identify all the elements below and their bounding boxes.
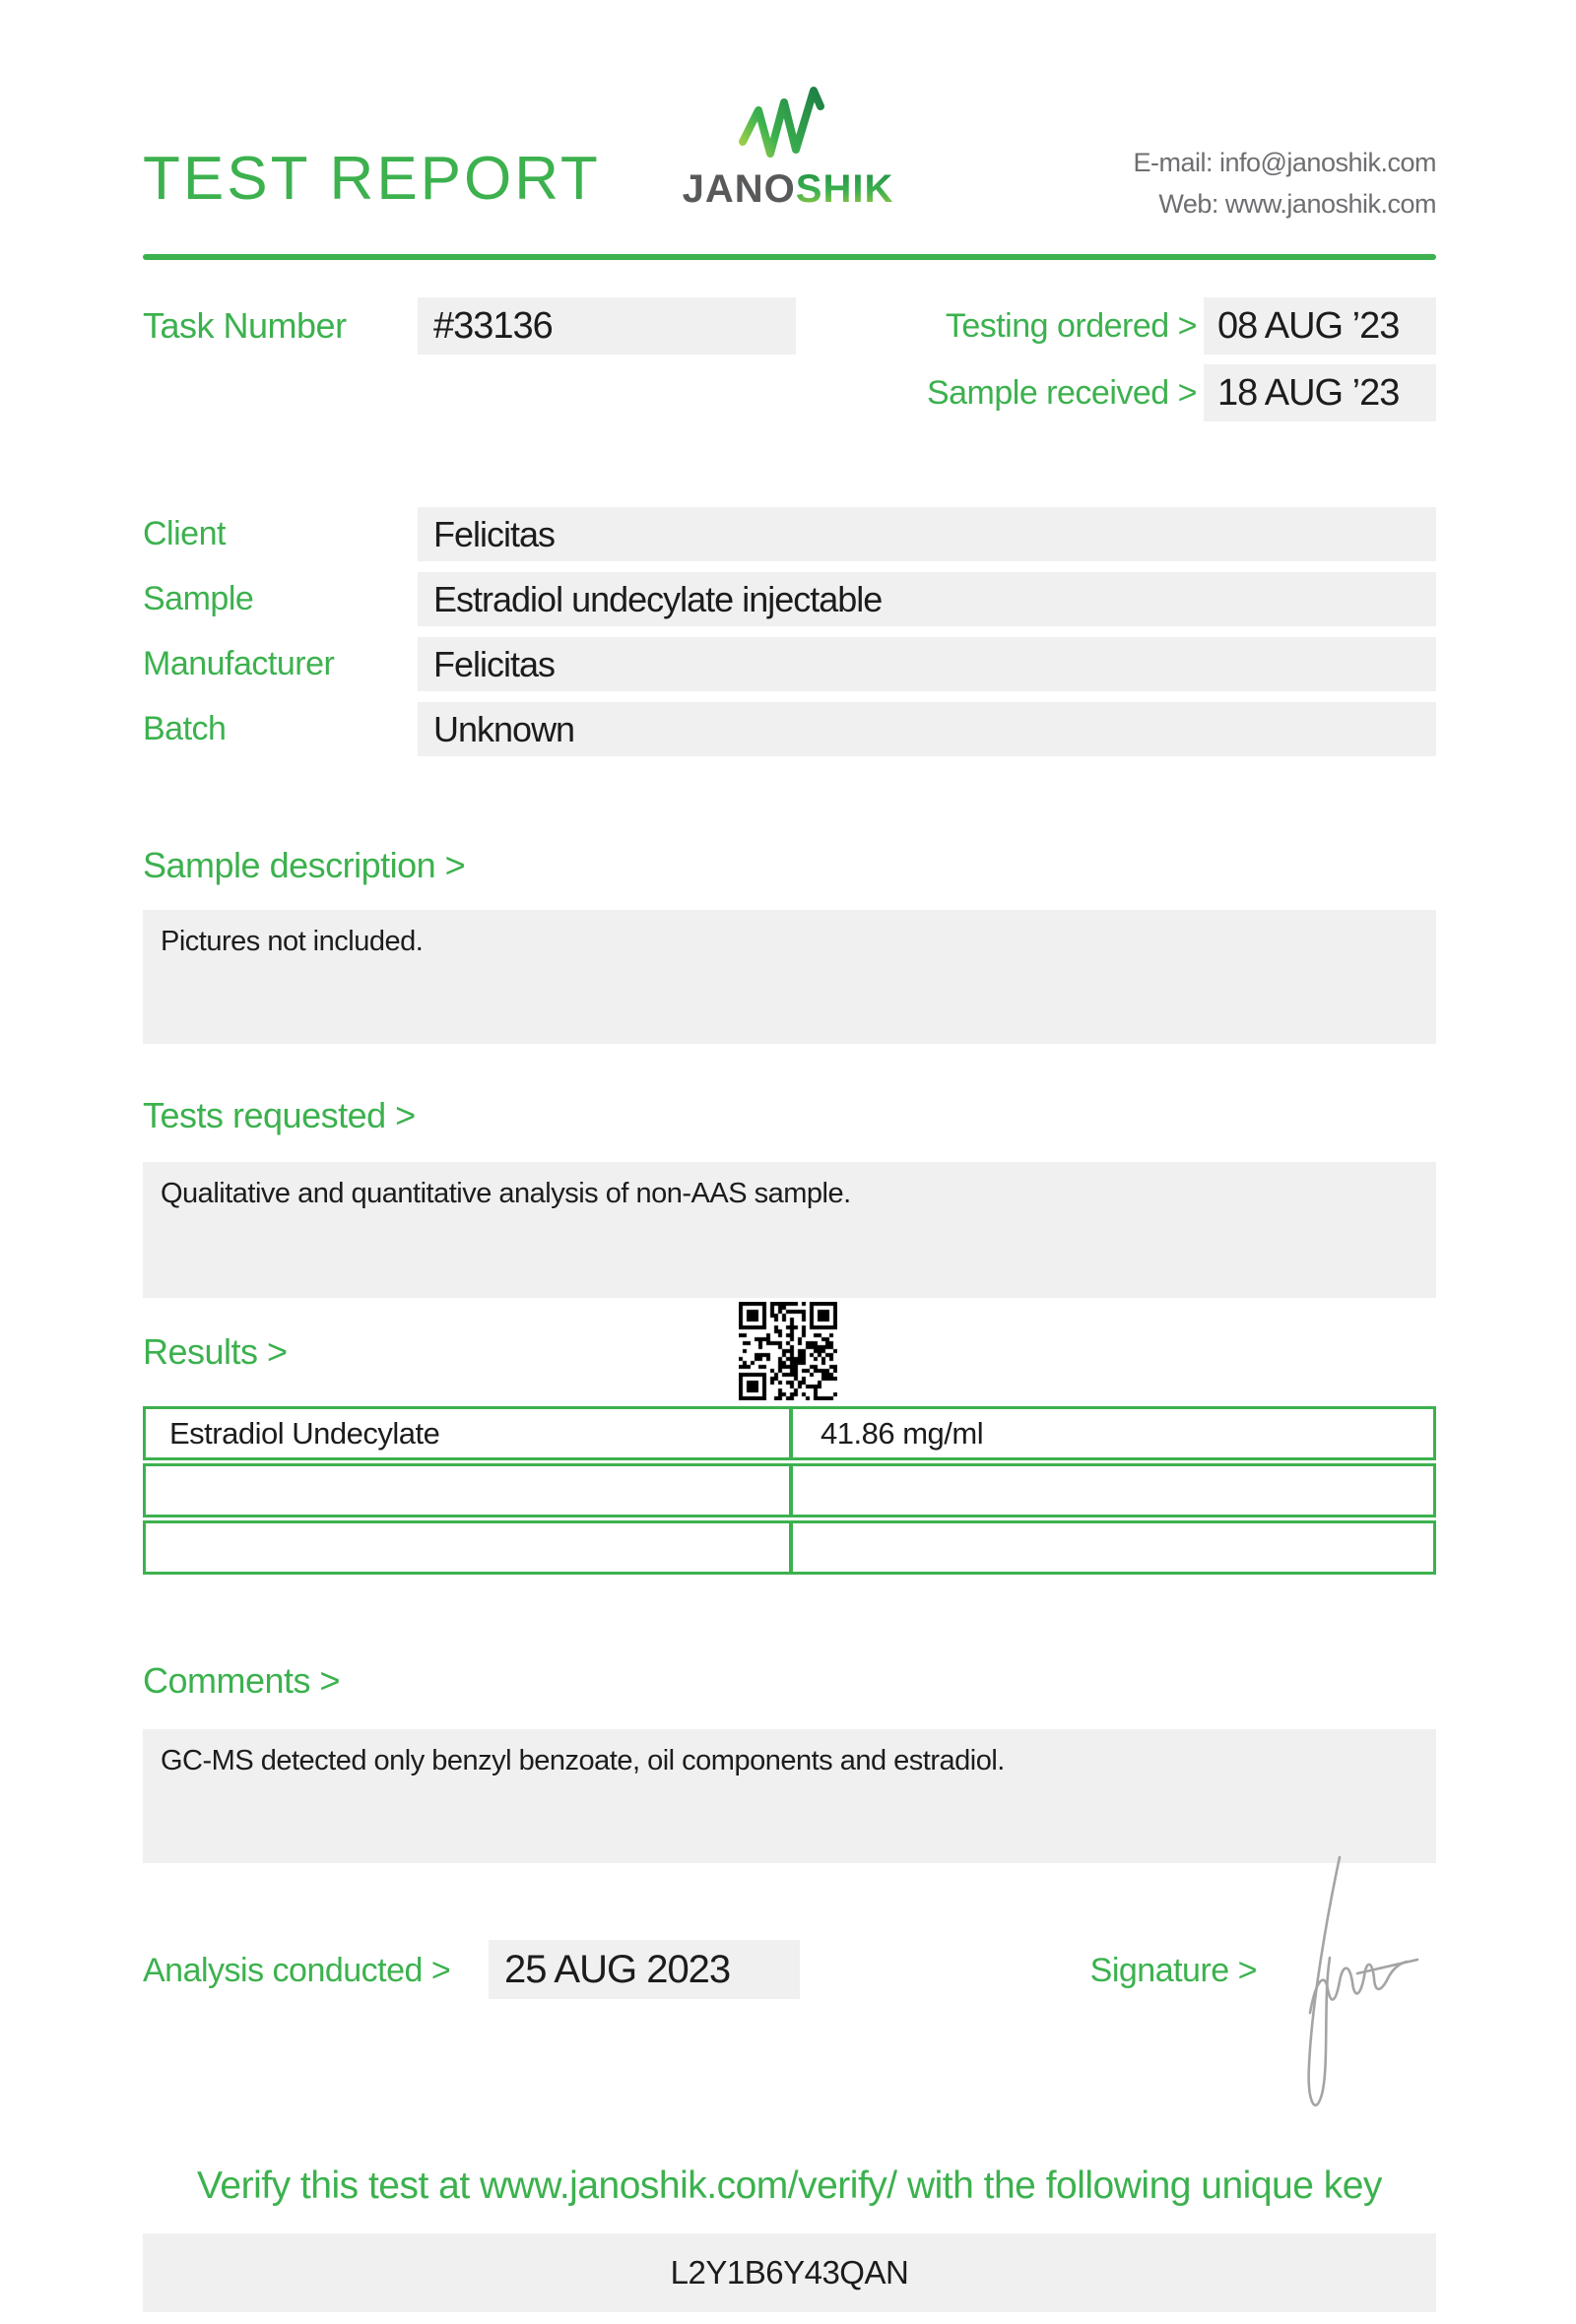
comments-heading: Comments > (143, 1660, 341, 1701)
batch-label: Batch (143, 710, 227, 747)
result-name (143, 1463, 791, 1517)
logo-wordmark (645, 167, 931, 212)
comments-text: GC-MS detected only benzyl benzoate, oil components and estradiol. (161, 1745, 1005, 1776)
unique-key-value: L2Y1B6Y43QAN (143, 2233, 1436, 2312)
tests-requested-box (143, 1162, 1436, 1298)
janoshik-logo (645, 79, 931, 212)
client-value: Felicitas (418, 507, 1436, 561)
results-heading: Results > (143, 1331, 288, 1372)
contact-email: E-mail: info@janoshik.com (1133, 148, 1436, 177)
sample-description-box (143, 910, 1436, 1044)
client-label: Client (143, 515, 226, 552)
result-name (143, 1520, 791, 1575)
logo-shik: SHIK (795, 167, 894, 211)
growth-chart-icon (737, 79, 839, 165)
task-number-value: #33136 (418, 297, 796, 355)
sample-value: Estradiol undecylate injectable (418, 572, 1436, 626)
signature-label: Signature > (1089, 1952, 1257, 1989)
logo-jano: JANO (682, 167, 796, 211)
batch-value: Unknown (418, 702, 1436, 756)
analysis-conducted-label: Analysis conducted > (143, 1952, 451, 1989)
sample-description-heading: Sample description > (143, 845, 466, 885)
result-value: 41.86 mg/ml (791, 1406, 1436, 1460)
sample-label: Sample (143, 580, 254, 617)
manufacturer-label: Manufacturer (143, 645, 335, 682)
results-table-row (143, 1463, 1436, 1517)
verify-instruction: Verify this test at www.janoshik.com/verify/ with the following unique key (197, 2164, 1382, 2207)
contact-block (1133, 142, 1436, 225)
result-value (791, 1463, 1436, 1517)
sample-received-label: Sample received > (926, 374, 1197, 412)
tests-requested-text: Qualitative and quantitative analysis of non-AAS sample. (161, 1178, 851, 1209)
contact-web: Web: www.janoshik.com (1158, 189, 1436, 219)
analysis-conducted-value: 25 AUG 2023 (489, 1940, 800, 1999)
sample-description-text: Pictures not included. (161, 926, 424, 957)
signature-image (1263, 1843, 1430, 2144)
manufacturer-value: Felicitas (418, 637, 1436, 691)
sample-received-value: 18 AUG ’23 (1204, 364, 1436, 421)
testing-ordered-value: 08 AUG ’23 (1204, 297, 1436, 355)
header-divider (143, 254, 1436, 260)
testing-ordered-label: Testing ordered > (945, 307, 1197, 345)
result-name: Estradiol Undecylate (143, 1406, 791, 1460)
result-value (791, 1520, 1436, 1575)
page-title: TEST REPORT (143, 145, 601, 213)
qr-code (739, 1302, 837, 1400)
comments-box (143, 1729, 1436, 1863)
results-table-row (143, 1520, 1436, 1575)
task-number-label: Task Number (143, 305, 347, 346)
results-table-row (143, 1406, 1436, 1460)
tests-requested-heading: Tests requested > (143, 1095, 416, 1135)
